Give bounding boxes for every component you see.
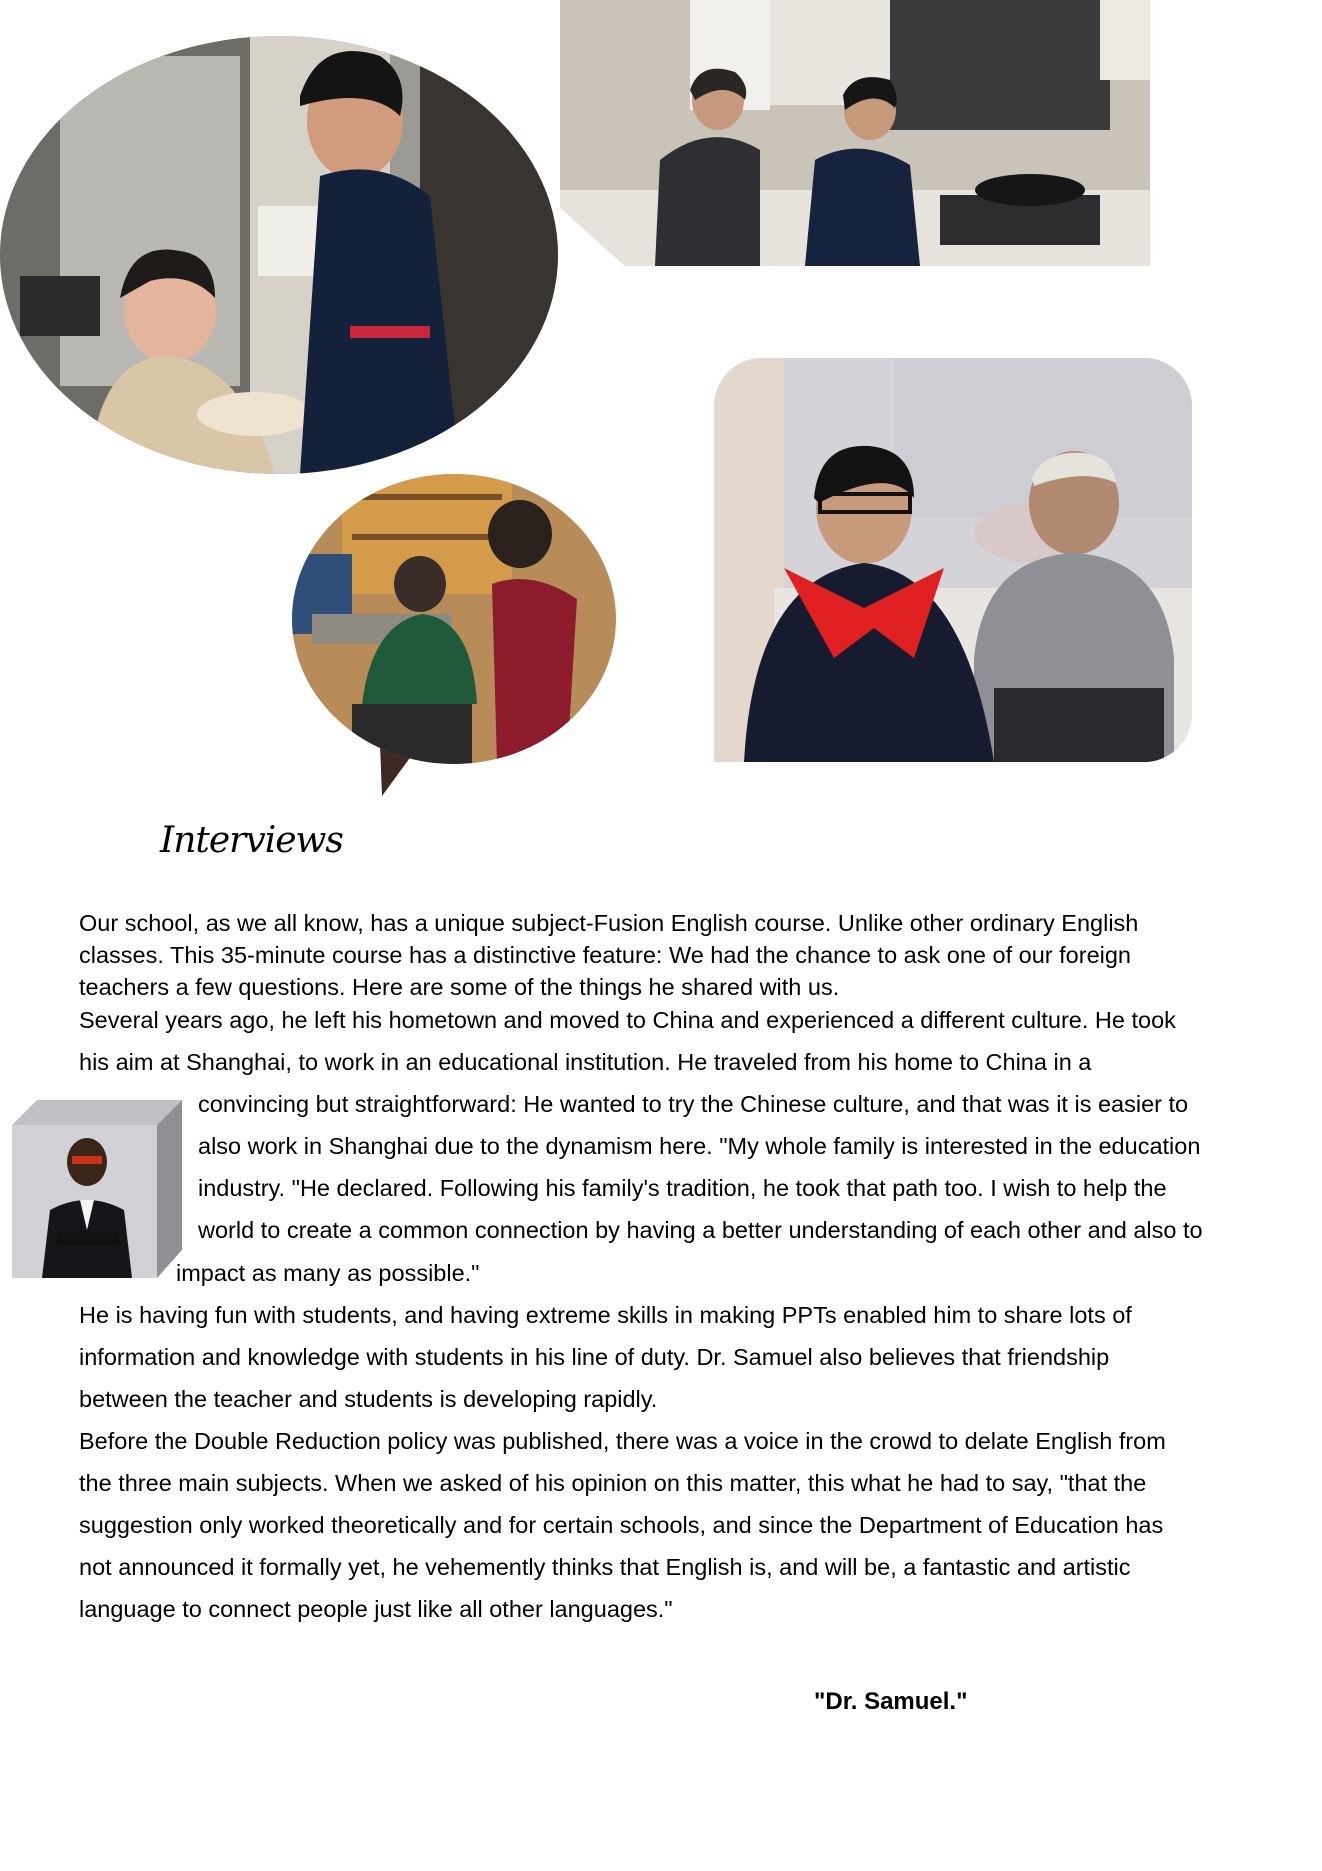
paragraph-line: Our school, as we all know, has a unique subject-Fusion English course. Unlike other ordinary English — [79, 910, 1139, 936]
paragraph-line: his aim at Shanghai, to work in an educational institution. He traveled from his home to China in a — [79, 1049, 1092, 1075]
photo-grandfather — [714, 358, 1192, 762]
paragraph-line: information and knowledge with students in his line of duty. Dr. Samuel also believes that friendship — [79, 1344, 1110, 1370]
paragraph-line: suggestion only worked theoretically and for certain schools, and since the Department of Education has — [79, 1512, 1164, 1538]
paragraph-line: language to connect people just like all other languages." — [79, 1596, 673, 1622]
signature-dr-samuel: "Dr. Samuel." — [814, 1688, 968, 1715]
speech-bubble-photo — [292, 474, 616, 796]
paragraph-line: Before the Double Reduction policy was published, there was a voice in the crowd to delate English from — [79, 1428, 1166, 1454]
paragraph-line: impact as many as possible." — [176, 1260, 480, 1286]
paragraph-line: world to create a common connection by having a better understanding of each other and also to — [198, 1217, 1203, 1243]
paragraph-line: also work in Shanghai due to the dynamism here. "My whole family is interested in the education — [198, 1133, 1201, 1159]
paragraph-line: Several years ago, he left his hometown and moved to China and experienced a different culture. He took — [79, 1007, 1176, 1033]
paragraph-line: teachers a few questions. Here are some of the things he shared with us. — [79, 974, 840, 1000]
paragraph-line: the three main subjects. When we asked of his opinion on this matter, this what he had to say, "that the — [79, 1470, 1147, 1496]
paragraph-line: not announced it formally yet, he vehemently thinks that English is, and will be, a fantastic and artistic — [79, 1554, 1131, 1580]
photo-grandmother-bowl — [0, 36, 558, 474]
paragraph-line: convincing but straightforward: He wanted to try the Chinese culture, and that was it is easier to — [198, 1091, 1189, 1117]
paragraph-line: He is having fun with students, and having extreme skills in making PPTs enabled him to share lots of — [79, 1302, 1132, 1328]
photo-massage — [292, 474, 616, 764]
paragraph-line: between the teacher and students is developing rapidly. — [79, 1386, 658, 1412]
photo-cooking — [560, 0, 1150, 266]
heading-interviews: Interviews — [160, 820, 343, 861]
paragraph-line: classes. This 35-minute course has a distinctive feature: We had the chance to ask one of our foreign — [79, 942, 1131, 968]
portrait-dr-samuel — [12, 1100, 182, 1278]
paragraph-line: industry. "He declared. Following his family's tradition, he took that path too. I wish to help the — [198, 1175, 1167, 1201]
